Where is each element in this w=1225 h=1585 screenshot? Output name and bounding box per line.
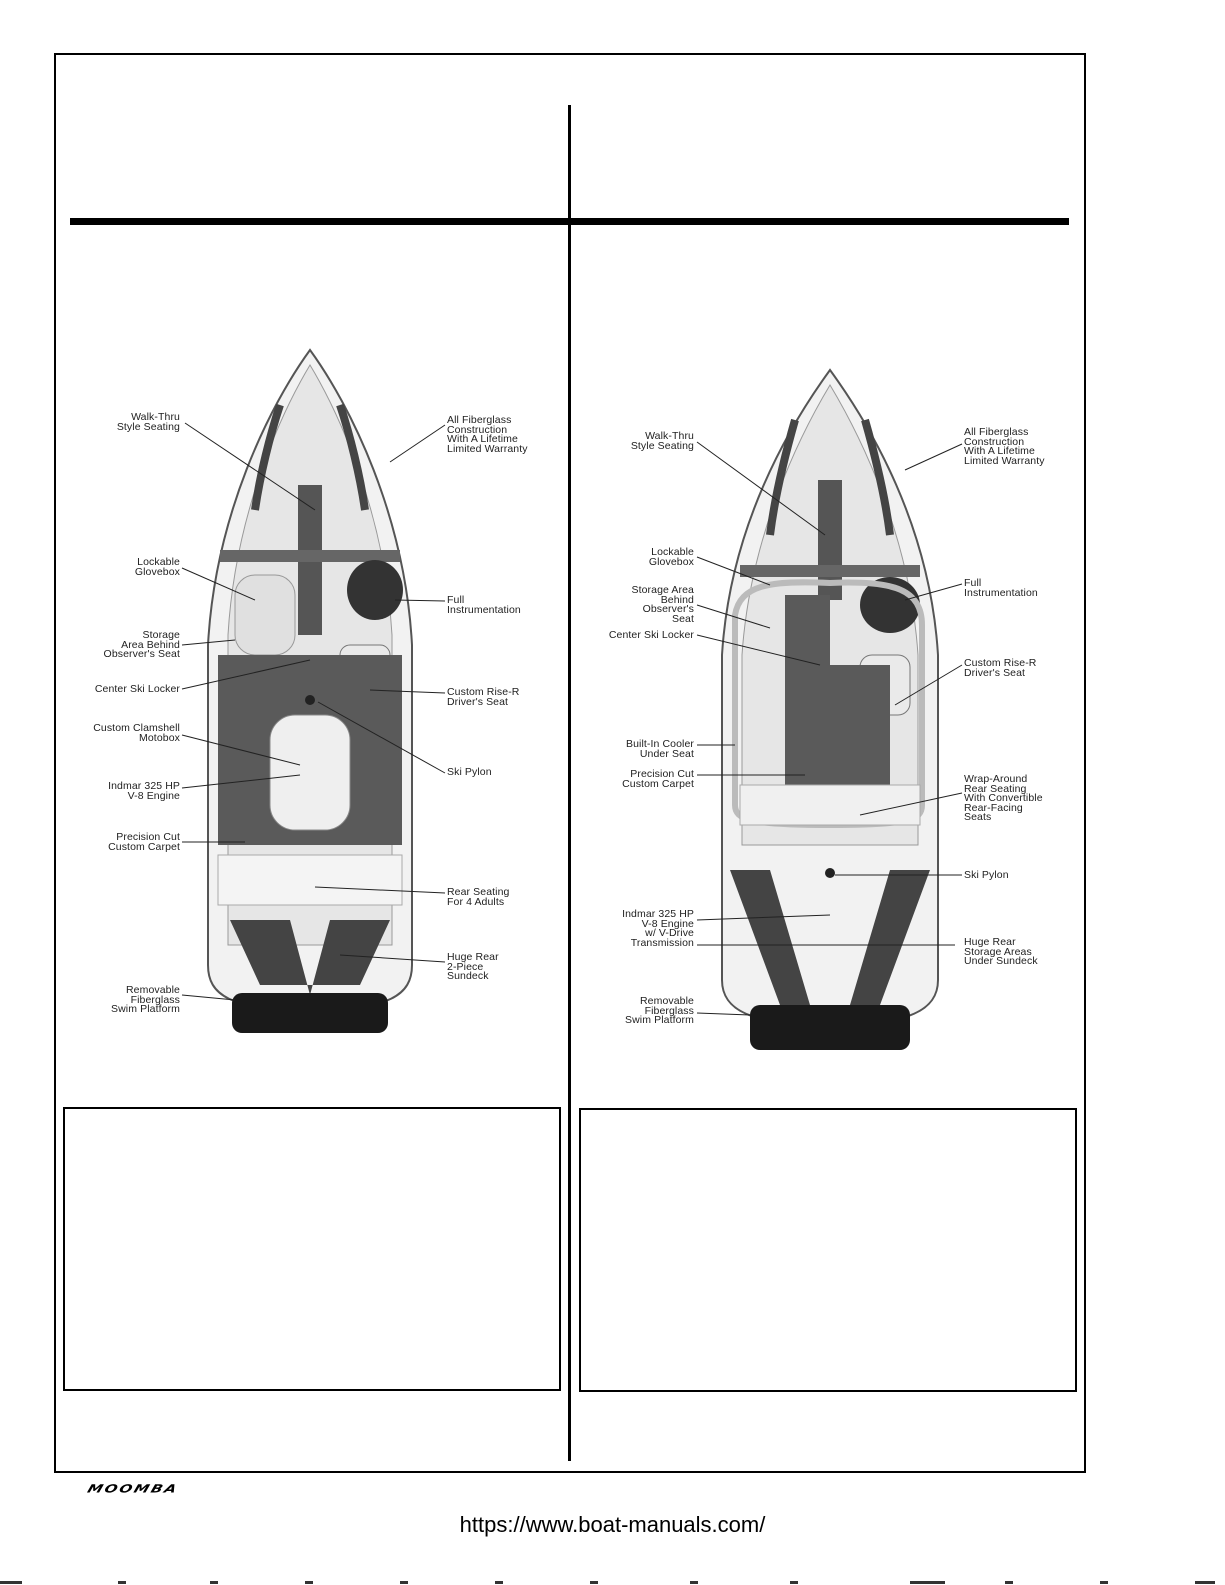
callout-center-ski-locker: Center Ski Locker — [94, 683, 180, 695]
callout-clamshell: Custom Clamshell Motobox — [93, 722, 180, 744]
callout-drivers-seat: Custom Rise-R Driver's Seat — [964, 657, 1037, 679]
callout-storage: Storage Area Behind Observer's Seat — [103, 629, 180, 660]
callout-rear-seating: Rear Seating For 4 Adults — [447, 886, 510, 908]
footer-url[interactable]: https://www.boat-manuals.com/ — [459, 1512, 766, 1537]
callout-drivers-seat: Custom Rise-R Driver's Seat — [447, 686, 520, 708]
scan-edge-marks — [0, 1578, 1225, 1585]
callout-sundeck: Huge Rear 2-Piece Sundeck — [447, 951, 499, 982]
callout-engine: Indmar 325 HP V-8 Engine — [108, 780, 180, 802]
right-info-box — [579, 1108, 1077, 1392]
callout-storage: Storage Area Behind Observer's Seat — [631, 584, 694, 625]
left-info-box — [63, 1107, 561, 1391]
callout-storage-sundeck: Huge Rear Storage Areas Under Sundeck — [964, 936, 1038, 967]
callout-wrap-around: Wrap-Around Rear Seating With Convertible Rear-Facing Seats — [964, 773, 1043, 823]
column-divider — [568, 105, 571, 1461]
callout-ski-pylon: Ski Pylon — [964, 869, 1009, 881]
callout-walk-thru: Walk-Thru Style Seating — [116, 411, 180, 433]
callout-carpet: Precision Cut Custom Carpet — [622, 768, 694, 790]
callout-carpet: Precision Cut Custom Carpet — [108, 831, 180, 853]
callout-instrumentation: Full Instrumentation — [964, 577, 1038, 599]
callout-cooler: Built-In Cooler Under Seat — [625, 738, 694, 760]
callout-glovebox: Lockable Glovebox — [648, 546, 694, 568]
callout-swim-platform: Removable Fiberglass Swim Platform — [111, 984, 180, 1015]
callout-fiberglass: All Fiberglass Construction With A Lifetime Limited Warranty — [447, 414, 528, 455]
callout-center-ski-locker: Center Ski Locker — [608, 629, 694, 641]
moomba-logo: MOOMBA — [85, 1482, 181, 1496]
callout-walk-thru: Walk-Thru Style Seating — [630, 430, 694, 452]
callout-instrumentation: Full Instrumentation — [447, 594, 521, 616]
callout-fiberglass: All Fiberglass Construction With A Lifetime Limited Warranty — [964, 426, 1045, 467]
callout-ski-pylon: Ski Pylon — [447, 766, 492, 778]
header-rule — [70, 218, 1069, 225]
right-boat-illustration — [710, 365, 950, 1055]
callout-glovebox: Lockable Glovebox — [134, 556, 180, 578]
callout-engine: Indmar 325 HP V-8 Engine w/ V-Drive Transmission — [622, 908, 694, 949]
left-boat-illustration — [190, 345, 430, 1040]
callout-swim-platform: Removable Fiberglass Swim Platform — [625, 995, 694, 1026]
